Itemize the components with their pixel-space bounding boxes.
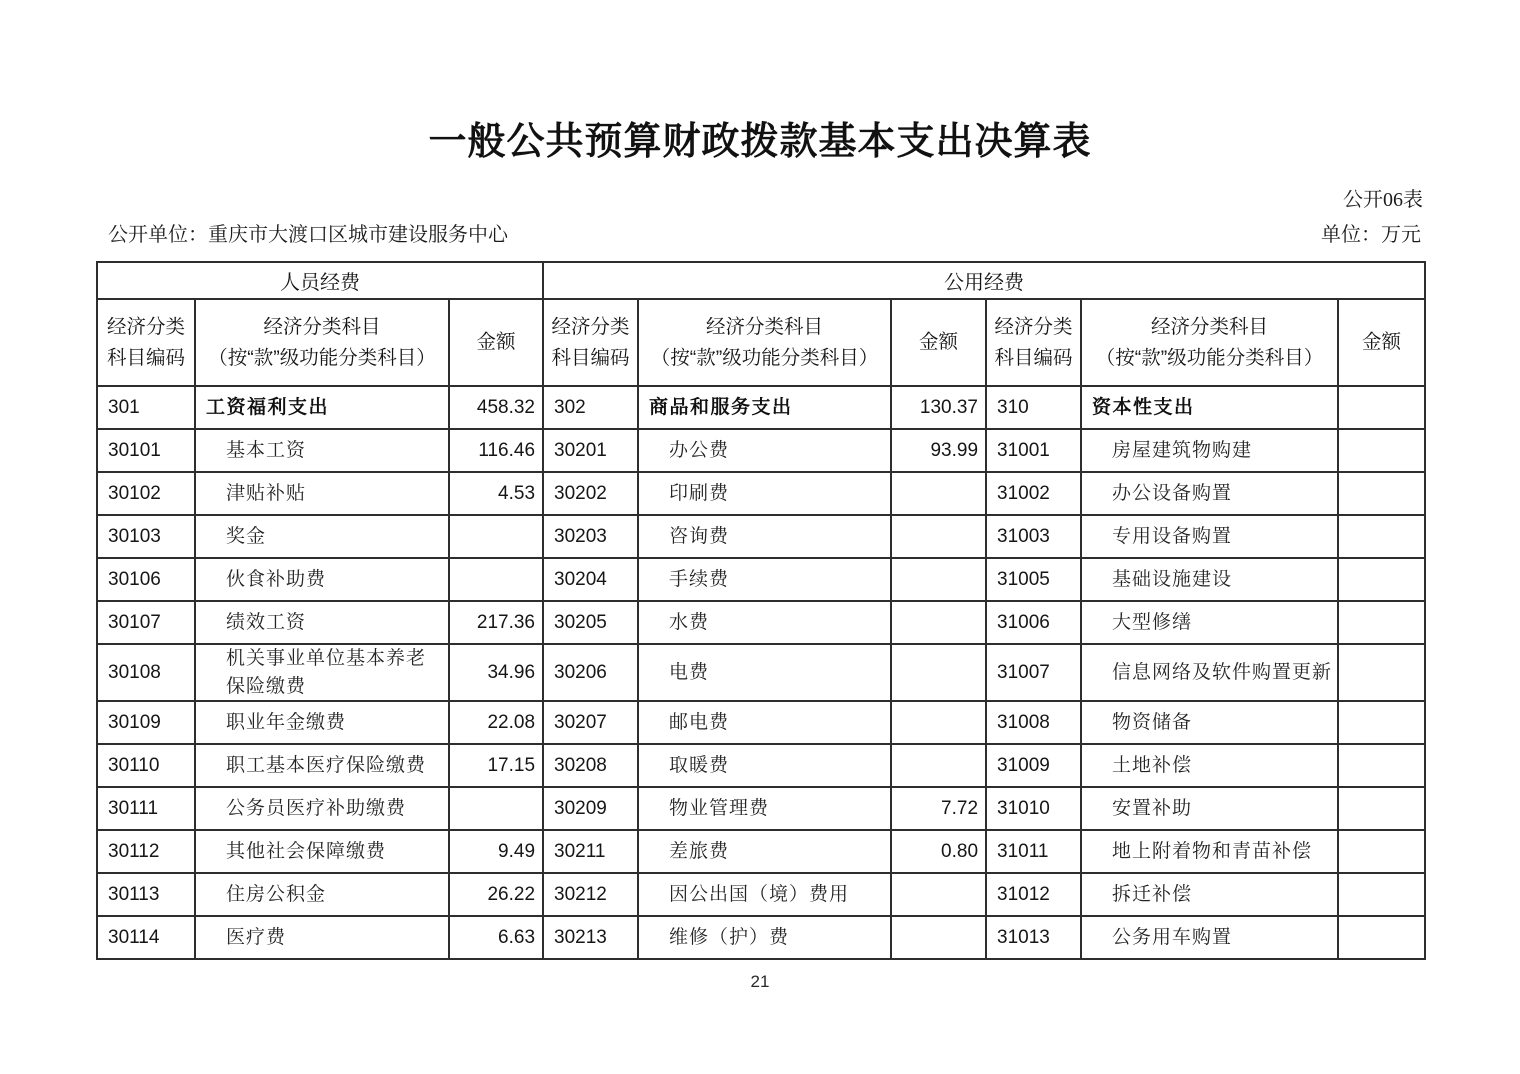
code-cell: 30211	[543, 830, 638, 873]
header-text: 科目编码	[994, 346, 1073, 369]
page-number: 21	[750, 972, 770, 992]
code-cell: 310	[986, 386, 1081, 429]
table-row	[97, 830, 1425, 873]
code-cell: 31011	[986, 830, 1081, 873]
code-cell: 31008	[986, 701, 1081, 744]
code-cell: 30106	[97, 558, 195, 601]
subject-cell: 专用设备购置	[1081, 515, 1338, 558]
code-cell: 31005	[986, 558, 1081, 601]
code-cell: 31009	[986, 744, 1081, 787]
code-cell: 30114	[97, 916, 195, 959]
amount-cell	[891, 515, 986, 558]
amount-cell	[891, 558, 986, 601]
code-cell: 30110	[97, 744, 195, 787]
code-cell: 30207	[543, 701, 638, 744]
table-row	[97, 601, 1425, 644]
amount-cell	[891, 873, 986, 916]
subject-cell: 基本工资	[195, 429, 449, 472]
code-cell: 31006	[986, 601, 1081, 644]
table-row	[97, 472, 1425, 515]
code-cell: 30205	[543, 601, 638, 644]
table-row	[97, 515, 1425, 558]
subject-cell: 公务员医疗补助缴费	[195, 787, 449, 830]
subject-cell: 办公费	[638, 429, 891, 472]
subject-cell: 职工基本医疗保险缴费	[195, 744, 449, 787]
subject-cell: 奖金	[195, 515, 449, 558]
code-cell: 30203	[543, 515, 638, 558]
amount-cell	[891, 916, 986, 959]
header-text: （按“款”级功能分类科目）	[1095, 346, 1324, 369]
code-cell: 31013	[986, 916, 1081, 959]
code-cell: 31010	[986, 787, 1081, 830]
subject-cell: 物资储备	[1081, 701, 1338, 744]
table-row	[97, 744, 1425, 787]
amount-cell: 9.49	[449, 830, 543, 873]
subject-cell: 拆迁补偿	[1081, 873, 1338, 916]
header-text: （按“款”级功能分类科目）	[208, 346, 436, 369]
group-header-public: 公用经费	[543, 262, 1425, 299]
subject-cell: 水费	[638, 601, 891, 644]
amount-cell	[891, 472, 986, 515]
table-body	[97, 386, 1425, 959]
amount-cell: 22.08	[449, 701, 543, 744]
col-header-code-2	[543, 299, 638, 386]
subject-cell: 安置补助	[1081, 787, 1338, 830]
subject-cell: 工资福利支出	[195, 386, 449, 429]
amount-cell: 34.96	[449, 644, 543, 701]
code-cell: 30112	[97, 830, 195, 873]
header-text: 科目编码	[106, 346, 185, 369]
subject-cell: 取暖费	[638, 744, 891, 787]
table-row	[97, 429, 1425, 472]
amount-cell	[1338, 701, 1425, 744]
amount-cell	[891, 701, 986, 744]
col-header-amount-2: 金额	[891, 299, 986, 386]
table-row	[97, 644, 1425, 701]
subject-cell: 地上附着物和青苗补偿	[1081, 830, 1338, 873]
code-cell: 302	[543, 386, 638, 429]
code-cell: 30103	[97, 515, 195, 558]
header-text: 经济分类	[551, 316, 630, 339]
code-cell: 30213	[543, 916, 638, 959]
code-cell: 31001	[986, 429, 1081, 472]
code-cell: 30113	[97, 873, 195, 916]
subject-cell: 职业年金缴费	[195, 701, 449, 744]
amount-cell: 4.53	[449, 472, 543, 515]
code-cell: 30102	[97, 472, 195, 515]
subject-cell: 其他社会保障缴费	[195, 830, 449, 873]
subject-cell: 手续费	[638, 558, 891, 601]
code-cell: 31003	[986, 515, 1081, 558]
amount-cell	[1338, 744, 1425, 787]
code-cell: 301	[97, 386, 195, 429]
amount-cell: 0.80	[891, 830, 986, 873]
code-cell: 31012	[986, 873, 1081, 916]
amount-cell	[1338, 429, 1425, 472]
group-header-personnel: 人员经费	[97, 262, 543, 299]
col-header-subject-2	[638, 299, 891, 386]
header-text: 经济分类科目	[263, 316, 381, 339]
table-row	[97, 701, 1425, 744]
header-text: 经济分类科目	[1151, 316, 1269, 339]
subject-cell: 机关事业单位基本养老保险缴费	[195, 644, 449, 701]
expenditure-table	[96, 261, 1426, 960]
code-cell: 30209	[543, 787, 638, 830]
table-row	[97, 558, 1425, 601]
amount-cell: 6.63	[449, 916, 543, 959]
subject-cell: 物业管理费	[638, 787, 891, 830]
amount-cell	[891, 601, 986, 644]
subject-cell: 维修（护）费	[638, 916, 891, 959]
amount-cell	[1338, 644, 1425, 701]
col-header-code-3	[986, 299, 1081, 386]
code-cell: 31007	[986, 644, 1081, 701]
subject-cell: 资本性支出	[1081, 386, 1338, 429]
table-row	[97, 873, 1425, 916]
subject-cell: 绩效工资	[195, 601, 449, 644]
unit-label: 单位：万元	[1321, 224, 1421, 246]
code-cell: 30206	[543, 644, 638, 701]
subject-cell: 邮电费	[638, 701, 891, 744]
subject-cell: 办公设备购置	[1081, 472, 1338, 515]
amount-cell: 93.99	[891, 429, 986, 472]
subject-cell: 基础设施建设	[1081, 558, 1338, 601]
form-code: 公开06表	[1343, 189, 1423, 211]
amount-cell: 7.72	[891, 787, 986, 830]
amount-cell: 116.46	[449, 429, 543, 472]
amount-cell	[1338, 515, 1425, 558]
amount-cell	[1338, 787, 1425, 830]
amount-cell: 458.32	[449, 386, 543, 429]
code-cell: 30204	[543, 558, 638, 601]
header-text: 科目编码	[551, 346, 630, 369]
amount-cell: 130.37	[891, 386, 986, 429]
table-wrapper	[0, 261, 1520, 960]
code-cell: 30212	[543, 873, 638, 916]
subject-cell: 房屋建筑物购建	[1081, 429, 1338, 472]
code-cell: 30208	[543, 744, 638, 787]
amount-cell: 17.15	[449, 744, 543, 787]
header-text: 经济分类	[106, 316, 185, 339]
col-header-subject-3	[1081, 299, 1338, 386]
code-cell: 31002	[986, 472, 1081, 515]
subject-cell: 住房公积金	[195, 873, 449, 916]
subject-cell: 伙食补助费	[195, 558, 449, 601]
table-row	[97, 787, 1425, 830]
column-header-row	[97, 299, 1425, 386]
amount-cell	[1338, 830, 1425, 873]
subject-cell: 差旅费	[638, 830, 891, 873]
col-header-subject-1	[195, 299, 449, 386]
amount-cell: 26.22	[449, 873, 543, 916]
amount-cell	[1338, 472, 1425, 515]
amount-cell	[1338, 873, 1425, 916]
col-header-amount-3: 金额	[1338, 299, 1425, 386]
unit-line	[0, 218, 1520, 247]
code-cell: 30109	[97, 701, 195, 744]
code-cell: 30107	[97, 601, 195, 644]
code-cell: 30101	[97, 429, 195, 472]
amount-cell	[891, 644, 986, 701]
page-title: 一般公共预算财政拨款基本支出决算表	[428, 121, 1092, 163]
amount-cell	[449, 787, 543, 830]
code-cell: 30201	[543, 429, 638, 472]
code-cell: 30111	[97, 787, 195, 830]
amount-cell	[1338, 386, 1425, 429]
subject-cell: 津贴补贴	[195, 472, 449, 515]
org-label: 公开单位：重庆市大渡口区城市建设服务中心	[108, 224, 508, 246]
subject-cell: 因公出国（境）费用	[638, 873, 891, 916]
group-header-row	[97, 262, 1425, 299]
table-row	[97, 386, 1425, 429]
subject-cell: 电费	[638, 644, 891, 701]
col-header-amount-1: 金额	[449, 299, 543, 386]
amount-cell	[449, 558, 543, 601]
subject-cell: 咨询费	[638, 515, 891, 558]
subject-cell: 商品和服务支出	[638, 386, 891, 429]
code-cell: 30108	[97, 644, 195, 701]
amount-cell	[891, 744, 986, 787]
header-text: 经济分类	[994, 316, 1073, 339]
amount-cell	[449, 515, 543, 558]
subject-cell: 印刷费	[638, 472, 891, 515]
amount-cell	[1338, 601, 1425, 644]
header-text: （按“款”级功能分类科目）	[650, 346, 879, 369]
table-row	[97, 916, 1425, 959]
subject-cell: 医疗费	[195, 916, 449, 959]
amount-cell	[1338, 916, 1425, 959]
col-header-code-1	[97, 299, 195, 386]
amount-cell	[1338, 558, 1425, 601]
subject-cell: 大型修缮	[1081, 601, 1338, 644]
subject-cell: 信息网络及软件购置更新	[1081, 644, 1338, 701]
subject-cell: 土地补偿	[1081, 744, 1338, 787]
header-text: 经济分类科目	[706, 316, 824, 339]
subject-cell: 公务用车购置	[1081, 916, 1338, 959]
code-cell: 30202	[543, 472, 638, 515]
amount-cell: 217.36	[449, 601, 543, 644]
